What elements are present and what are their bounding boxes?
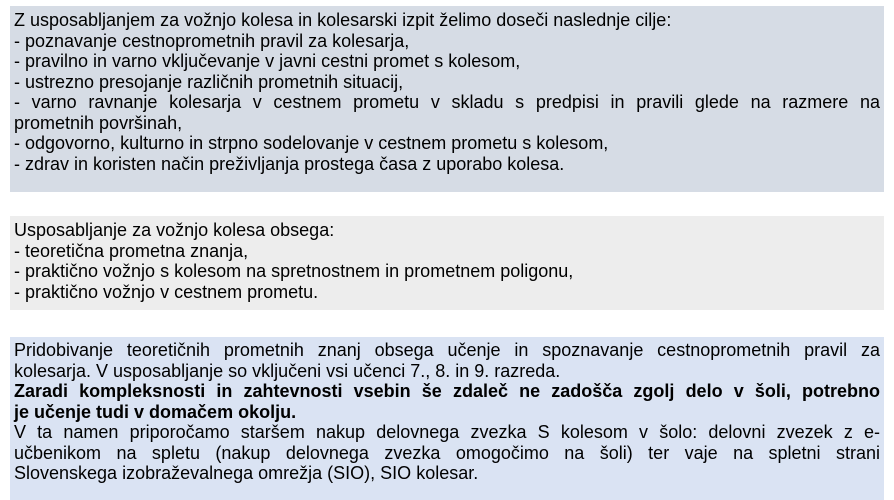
goals-section [10, 6, 884, 192]
emphasis-line: je učenje tudi v domačem okolju. [14, 401, 297, 422]
goal-item: - poznavanje cestnoprometnih pravil za kolesarja, [14, 30, 410, 51]
goals-intro: Z usposabljanjem za vožnjo kolesa in kolesarski izpit želimo doseči naslednje cilje: [14, 10, 672, 30]
emphasis-line: Zaradi kompleksnosti in zahtevnosti vsebin še zdaleč ne zadošča zgolj delo v šoli, potrebno [14, 381, 880, 401]
goal-item: - zdrav in koristen način preživljanja prostega časa z uporabo kolesa. [14, 153, 565, 174]
training-scope-item: - teoretična prometna znanja, [14, 240, 249, 261]
recommendation-line: učbenikom na spletu (nakup delovnega zvezka omogočimo na šoli) ter vaje na spletni strani [14, 442, 880, 463]
goal-item: - odgovorno, kulturno in strpno sodelovanje v cestnem prometu s kolesom, [14, 133, 609, 153]
training-scope-item: - praktično vožnjo v cestnem prometu. [14, 281, 319, 302]
theory-paragraph-line: kolesarja. V usposabljanje so vključeni vsi učenci 7., 8. in 9. razreda. [14, 360, 561, 381]
goal-item: - pravilno in varno vključevanje v javni cestni promet s kolesom, [14, 51, 521, 71]
recommendation-line: Slovenskega izobraževalnega omrežja (SIO), SIO kolesar. [14, 463, 479, 483]
goal-item: - ustrezno presojanje različnih prometnih situacij, [14, 71, 404, 92]
goal-item-continuation: prometnih površinah, [14, 112, 183, 133]
training-scope-section [10, 216, 884, 310]
theory-paragraph-line: Pridobivanje teoretičnih prometnih znanj obsega učenje in spoznavanje cestnoprometnih pravil za [14, 340, 880, 360]
theory-section [10, 337, 884, 500]
training-scope-intro: Usposabljanje za vožnjo kolesa obsega: [14, 220, 335, 240]
training-scope-item: - praktično vožnjo s kolesom na spretnostnem in prometnem poligonu, [14, 261, 574, 281]
recommendation-line: V ta namen priporočamo staršem nakup delovnega zvezka S kolesom v šolo: delovni zvezek z e- [14, 422, 880, 442]
goal-item: - varno ravnanje kolesarja v cestnem prometu v skladu s predpisi in pravili glede na razmere na [14, 92, 880, 112]
